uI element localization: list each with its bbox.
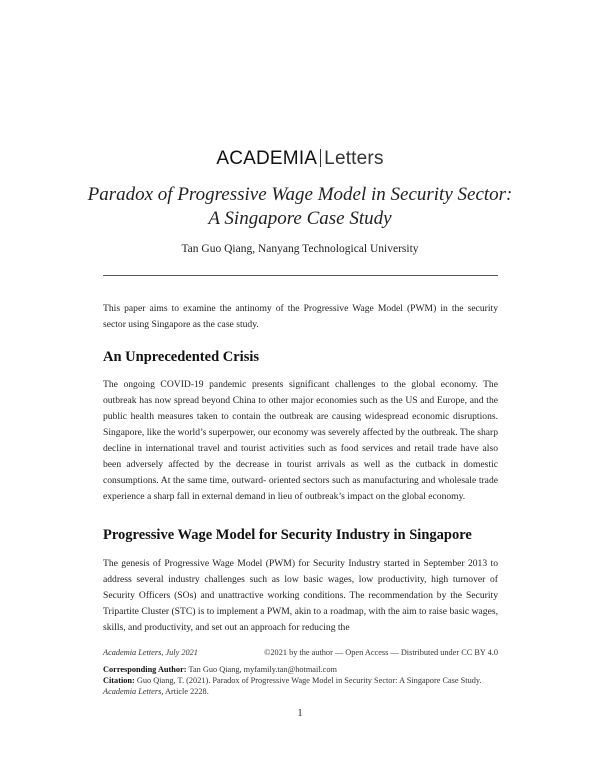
footer-license: ©2021 by the author — Open Access — Distributed under CC BY 4.0 xyxy=(264,648,498,657)
footer-journal-line xyxy=(103,648,498,657)
footer-metadata xyxy=(103,664,498,697)
footer-journal: Academia Letters, July 2021 xyxy=(103,648,198,657)
section-heading-crisis: An Unprecedented Crisis xyxy=(103,349,260,365)
citation-journal: Academia Letters xyxy=(103,687,162,696)
corresponding-value: Tan Guo Qiang, myfamily.tan@hotmail.com xyxy=(188,665,337,674)
section-text-pwm: The genesis of Progressive Wage Model (PWM) for Security Industry started in September 2013 to address several industry challenges such as low basic wages, low productivity, high turnover of Security Officers (SOs) and unattractive working conditions. The recommendation by the Security Tripartite Cluster (STC) is to implement a PWM, akin to a roadmap, with the aim to raise basic wages, skills, and productivity, and set out an approach for reducing the xyxy=(103,558,498,633)
brand-separator xyxy=(320,149,321,167)
citation-label: Citation: xyxy=(103,676,135,685)
author-line: Tan Guo Qiang, Nanyang Technological University xyxy=(181,243,419,255)
corresponding-author-line xyxy=(103,664,498,675)
citation-line xyxy=(103,675,498,697)
section-text-crisis: The ongoing COVID-19 pandemic presents significant challenges to the global economy. The outbreak has now spread beyond China to other major economies such as the US and Europe, and the public health measures taken to contain the outbreak are causing widespread economic disruptions. Singapore, like the world’s superpower, our economy was severely affected by the outbreak. The sharp decline in international travel and tourist activities such as food services and retail trade have also been adversely affected by the decrease in tourist arrivals as well as the cutback in domestic consumptions. At the same time, outward- oriented sectors such as manufacturing and wholesale trade experience a sharp fall in external demand in lieu of outbreak’s impact on the global economy. xyxy=(103,379,498,502)
brand-name: ACADEMIA xyxy=(216,148,318,169)
academia-letters-logo xyxy=(0,148,600,170)
citation-text: Guo Qiang, T. (2021). Paradox of Progressive Wage Model in Security Sector: A Singapore Case Study. xyxy=(136,676,482,685)
brand-suffix: Letters xyxy=(324,148,384,169)
title-divider xyxy=(103,275,498,276)
page-number: 1 xyxy=(297,708,303,719)
paper-title: Paradox of Progressive Wage Model in Security Sector: A Singapore Case Study xyxy=(87,184,513,229)
section-heading-pwm: Progressive Wage Model for Security Industry in Singapore xyxy=(103,527,472,543)
abstract-text: This paper aims to examine the antinomy of the Progressive Wage Model (PWM) in the security sector using Singapore as the case study. xyxy=(103,303,498,330)
corresponding-label: Corresponding Author: xyxy=(103,665,187,674)
citation-article: , Article 2228. xyxy=(161,687,209,696)
